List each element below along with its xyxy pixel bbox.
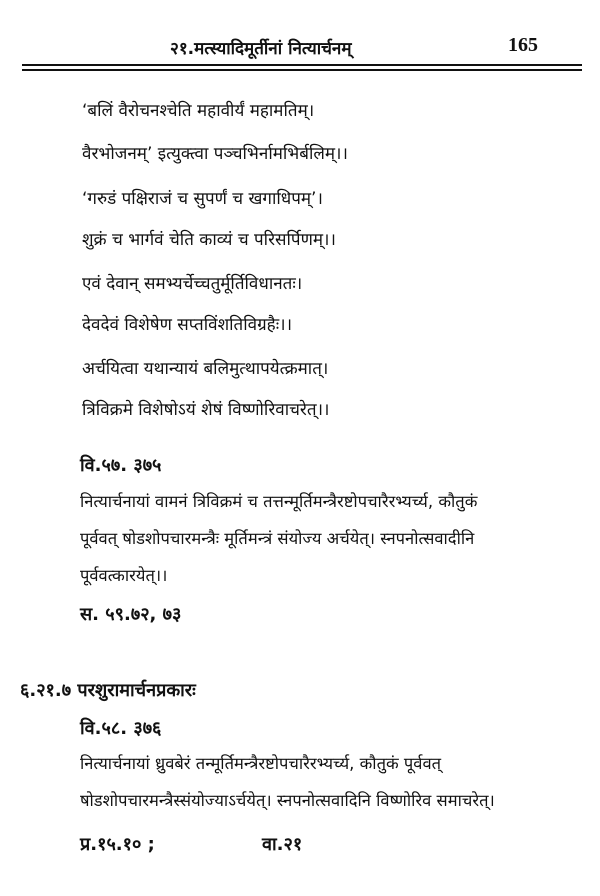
verse-line: ‘गरुडं पक्षिराजं च सुपर्णं च खगाधिपम्’। bbox=[82, 189, 323, 209]
page-number: 165 bbox=[508, 34, 538, 56]
source-reference: वि.५७. ३७५ bbox=[80, 455, 162, 476]
source-reference: वि.५८. ३७६ bbox=[80, 718, 162, 739]
verse-line: शुक्रं च भार्गवं चेति काव्यं च परिसर्पिणम्।। bbox=[82, 230, 336, 250]
section-heading: ६.२१.७ परशुरामार्चनप्रकारः bbox=[20, 680, 196, 701]
verse-line: देवदेवं विशेषेण सप्तविंशतिविग्रहैः।। bbox=[82, 315, 293, 335]
header-rule bbox=[22, 64, 582, 66]
verse-line: अर्चयित्वा यथान्यायं बलिमुत्थापयेत्क्रमात्। bbox=[82, 359, 329, 379]
verse-line: ‘बलिं वैरोचनश्चेति महावीर्यं महामतिम्। bbox=[82, 101, 315, 121]
running-title: २१.मत्स्यादिमूर्तीनां नित्यार्चनम् bbox=[170, 39, 352, 59]
prose-line: पूर्ववत् षोडशोपचारमन्त्रैः मूर्तिमन्त्रं संयोज्य अर्चयेत्। स्नपनोत्सवादीनि bbox=[80, 529, 475, 548]
prose-line: नित्यार्चनायां ध्रुवबेरं तन्मूर्तिमन्त्रैरष्टोपचारैरभ्यर्च्य, कौतुकं पूर्ववत् bbox=[80, 754, 442, 773]
verse-line: वैरभोजनम्’ इत्युक्त्वा पञ्चभिर्नामभिर्बलिम्।। bbox=[82, 144, 348, 164]
prose-line: नित्यार्चनायां वामनं त्रिविक्रमं च तत्तन्मूर्तिमन्त्रैरष्टोपचारैरभ्यर्च्य, कौतुकं bbox=[80, 492, 478, 511]
source-reference: वा.२१ bbox=[262, 834, 303, 855]
prose-line: षोडशोपचारमन्त्रैस्संयोज्याऽर्चयेत्। स्नपनोत्सवादिनि विष्णोरिव समाचरेत्। bbox=[80, 791, 495, 810]
verse-line: त्रिविक्रमे विशेषोऽयं शेषं विष्णोरिवाचरेत्।। bbox=[82, 400, 330, 420]
verse-line: एवं देवान् समभ्यर्चेच्चतुर्मूर्तिविधानतः। bbox=[82, 274, 303, 294]
source-reference: प्र.१५.१० ; bbox=[80, 834, 155, 855]
prose-line: पूर्ववत्कारयेत्।। bbox=[80, 566, 168, 585]
header-rule bbox=[22, 69, 582, 71]
source-reference: स. ५९.७२, ७३ bbox=[80, 604, 182, 625]
